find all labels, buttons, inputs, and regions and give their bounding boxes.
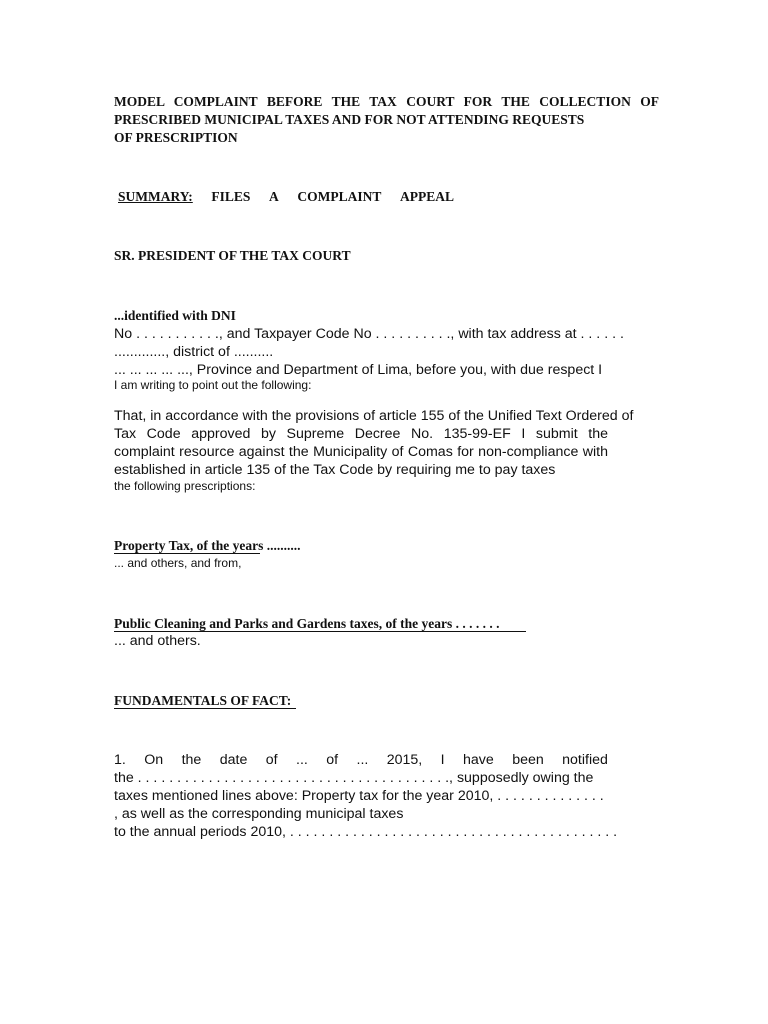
cleaning-tax-underline (114, 631, 526, 632)
fundamentals-word: On (144, 752, 164, 768)
fundamentals-word: been (512, 752, 544, 768)
identification-line-3: ... ... ... ... ..., Province and Department of Lima, before you, with due respect I (114, 362, 603, 378)
fundamentals-line-3: taxes mentioned lines above: Property tax for the year 2010, . . . . . . . . . . . . . . (114, 788, 604, 804)
body-line-3: complaint resource against the Municipality of Comas for non-compliance with (114, 444, 608, 460)
summary-word: COMPLAINT (297, 189, 382, 204)
property-tax-heading-text: Property Tax, of the years .......... (114, 538, 301, 553)
body-line-1: That, in accordance with the provisions of article 155 of the Unified Text Ordered of (114, 408, 634, 424)
cleaning-tax-sub: ... and others. (114, 633, 201, 649)
summary-word: A (269, 189, 279, 204)
fundamentals-word: of (265, 752, 278, 768)
identification-line-1: No . . . . . . . . . . ., and Taxpayer Code No . . . . . . . . . ., with tax address at . . . . . . (114, 326, 624, 342)
body-paragraph (114, 407, 634, 479)
summary-label: SUMMARY: (118, 189, 193, 204)
fundamentals-line-2: the . . . . . . . . . . . . . . . . . . . . . . . . . . . . . . . . . . . . . . . ., supposedly owing the (114, 770, 594, 786)
body-line-5: the following prescriptions: (114, 479, 256, 493)
fundamentals-word: I (440, 752, 445, 768)
identification-line-4: I am writing to point out the following: (114, 378, 312, 392)
fundamentals-word: ... (296, 752, 308, 768)
title-line-3: OF PRESCRIPTION (114, 130, 238, 145)
identification-heading: ...identified with DNI (114, 308, 236, 323)
fundamentals-block (114, 769, 617, 841)
summary-word: FILES (211, 189, 251, 204)
title-line-1: MODEL COMPLAINT BEFORE THE TAX COURT FOR THE COLLECTION OF (114, 94, 659, 109)
property-tax-sub: ... and others, and from, (114, 556, 242, 570)
fundamentals-word: notified (562, 752, 608, 768)
fundamentals-word: 2015, (386, 752, 423, 768)
property-tax-underline (114, 553, 260, 554)
cleaning-tax-heading: Public Cleaning and Parks and Gardens taxes, of the years . . . . . . . (114, 616, 500, 631)
fundamentals-line-4: , as well as the corresponding municipal taxes (114, 806, 404, 822)
body-line-2: Tax Code approved by Supreme Decree No. 135-99-EF I submit the (114, 426, 608, 442)
property-tax-heading (114, 538, 300, 554)
fundamentals-word: date (219, 752, 248, 768)
addressee: SR. PRESIDENT OF THE TAX COURT (114, 248, 351, 263)
fundamentals-heading: FUNDAMENTALS OF FACT: (114, 693, 292, 708)
title-line-2: PRESCRIBED MUNICIPAL TAXES AND FOR NOT ATTENDING REQUESTS (114, 112, 585, 127)
identification-line-2: ............., district of .......... (114, 344, 274, 360)
fundamentals-word: of (326, 752, 339, 768)
fundamentals-underline (114, 708, 296, 709)
identification-block (114, 325, 624, 379)
fundamentals-word: 1. (114, 752, 126, 768)
summary-word: APPEAL (400, 189, 454, 204)
body-line-4: established in article 135 of the Tax Code by requiring me to pay taxes (114, 462, 556, 478)
document-title (114, 93, 659, 147)
fundamentals-line-5: to the annual periods 2010, . . . . . . . . . . . . . . . . . . . . . . . . . . . . . . . . . . . . . . . . . . (114, 824, 618, 840)
fundamentals-word: the (181, 752, 202, 768)
fundamentals-word: ... (356, 752, 369, 768)
fundamentals-word: have (463, 752, 494, 768)
summary-line (118, 189, 454, 205)
fundamentals-line-1 (114, 752, 608, 768)
